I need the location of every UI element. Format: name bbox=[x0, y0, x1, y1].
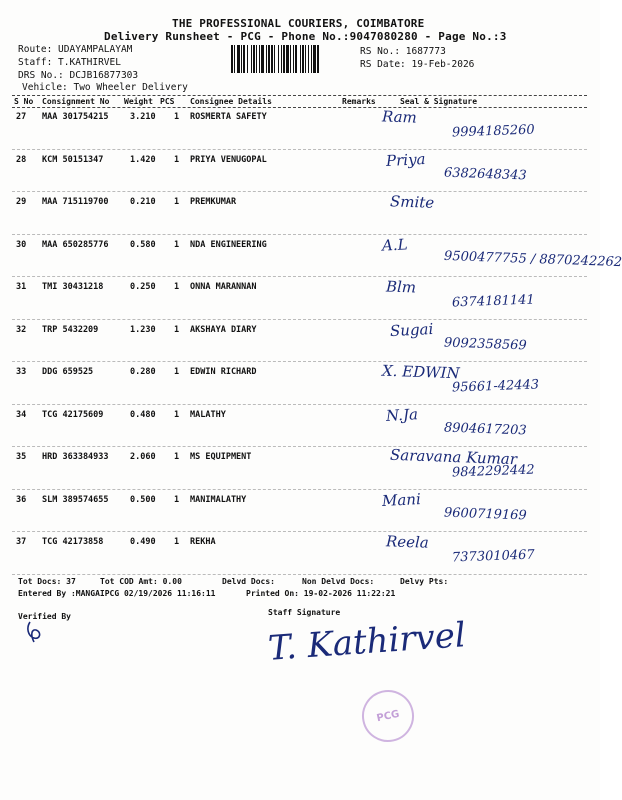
row-phone-handwritten: 7373010467 bbox=[451, 547, 535, 566]
barcode-bar bbox=[281, 45, 282, 73]
row-weight: 1.230 bbox=[130, 324, 156, 335]
barcode-bar bbox=[231, 45, 233, 73]
barcode-image bbox=[231, 45, 356, 73]
row-signature: Saravana Kumar bbox=[389, 445, 518, 469]
row-pieces: 1 bbox=[174, 409, 180, 420]
col-remarks: Remarks bbox=[342, 97, 376, 106]
row-signature: Priya bbox=[385, 149, 426, 170]
row-consignment-number: TCG 42173858 bbox=[42, 537, 104, 547]
barcode-bar bbox=[293, 45, 294, 73]
row-phone-handwritten: 9842292442 bbox=[451, 462, 535, 481]
col-pcs: PCS bbox=[160, 97, 175, 106]
row-consignee-name: MS EQUIPMENT bbox=[190, 452, 252, 462]
row-divider bbox=[12, 234, 587, 235]
total-docs: Tot Docs: 37 bbox=[18, 577, 76, 586]
total-cod-amount: Tot COD Amt: 0.00 bbox=[100, 577, 182, 586]
row-consignment-number: TRP 5432209 bbox=[42, 324, 99, 335]
barcode-bar bbox=[243, 45, 245, 73]
row-consignment-number: MAA 715119700 bbox=[42, 197, 109, 207]
row-serial-number: 32 bbox=[16, 324, 27, 335]
row-phone-handwritten: 6374181141 bbox=[451, 292, 535, 311]
rs-number: RS No.: 1687773 bbox=[360, 46, 446, 57]
route-label: Route: UDAYAMPALAYAM bbox=[18, 44, 133, 55]
row-consignee-name: NDA ENGINEERING bbox=[190, 239, 267, 250]
row-pieces: 1 bbox=[174, 239, 180, 250]
row-weight: 0.280 bbox=[130, 367, 156, 377]
runsheet-title: Delivery Runsheet - PCG - Phone No.:9047080280 - Page No.:3 bbox=[104, 30, 507, 43]
barcode-bar bbox=[247, 45, 248, 73]
row-serial-number: 30 bbox=[16, 239, 27, 250]
row-weight: 2.060 bbox=[130, 452, 156, 462]
entered-by: Entered By :MANGAIPCG 02/19/2026 11:16:11 bbox=[18, 589, 216, 598]
barcode-bar bbox=[266, 45, 267, 73]
row-consignee-name: REKHA bbox=[190, 537, 216, 547]
row-consignment-number: MAA 301754215 bbox=[42, 112, 109, 122]
row-phone-handwritten: 6382648343 bbox=[443, 165, 527, 183]
row-consignee-name: MANIMALATHY bbox=[190, 494, 247, 505]
col-consignee: Consignee Details bbox=[190, 97, 272, 106]
row-pieces: 1 bbox=[174, 282, 180, 292]
row-serial-number: 29 bbox=[16, 197, 27, 207]
col-seal-signature: Seal & Signature bbox=[400, 97, 478, 106]
row-consignee-name: PREMKUMAR bbox=[190, 197, 237, 207]
row-pieces: 1 bbox=[174, 324, 180, 335]
row-divider bbox=[12, 489, 587, 490]
row-serial-number: 37 bbox=[16, 537, 27, 547]
delivery-points: Delvy Pts: bbox=[400, 577, 449, 586]
barcode-bar bbox=[234, 45, 235, 73]
barcode-bar bbox=[317, 45, 319, 73]
row-consignee-name: ONNA MARANNAN bbox=[190, 282, 257, 292]
row-divider bbox=[12, 276, 587, 277]
barcode-bar bbox=[261, 45, 264, 73]
row-signature: Smite bbox=[389, 192, 435, 212]
courier-stamp: PCG bbox=[357, 685, 419, 747]
row-signature: A.L bbox=[381, 234, 409, 255]
barcode-bar bbox=[300, 45, 301, 73]
row-pieces: 1 bbox=[174, 154, 180, 165]
row-weight: 0.210 bbox=[130, 197, 156, 207]
staff-signature-label: Staff Signature bbox=[268, 608, 341, 617]
row-pieces: 1 bbox=[174, 197, 180, 207]
barcode-bar bbox=[253, 45, 255, 73]
barcode-bar bbox=[313, 45, 316, 73]
row-signature: Ram bbox=[381, 107, 418, 127]
barcode-bar bbox=[295, 45, 297, 73]
row-consignment-number: TCG 42175609 bbox=[42, 409, 104, 420]
row-pieces: 1 bbox=[174, 452, 180, 462]
row-consignment-number: TMI 30431218 bbox=[42, 282, 104, 292]
col-sno: S No bbox=[14, 97, 34, 106]
barcode-bar bbox=[283, 45, 285, 73]
barcode-bar bbox=[268, 45, 270, 73]
barcode-bar bbox=[311, 45, 312, 73]
drs-number: DRS No.: DCJB16877303 bbox=[18, 70, 139, 81]
row-weight: 3.210 bbox=[130, 112, 156, 122]
vehicle-label: Vehicle: Two Wheeler Delivery bbox=[22, 82, 188, 93]
row-consignee-name: EDWIN RICHARD bbox=[190, 367, 257, 377]
row-consignee-name: MALATHY bbox=[190, 409, 226, 420]
delivered-docs: Delvd Docs: bbox=[222, 577, 275, 586]
row-phone-handwritten: 8904617203 bbox=[443, 420, 527, 438]
barcode-bar bbox=[256, 45, 257, 73]
row-serial-number: 34 bbox=[16, 409, 27, 420]
row-serial-number: 33 bbox=[16, 367, 27, 377]
row-pieces: 1 bbox=[174, 112, 180, 122]
row-phone-handwritten: 9994185260 bbox=[451, 122, 535, 141]
row-weight: 0.480 bbox=[130, 409, 156, 420]
row-signature: Reela bbox=[385, 532, 430, 552]
row-consignment-number: KCM 50151347 bbox=[42, 154, 104, 165]
header-divider-bottom bbox=[12, 107, 587, 108]
staff-label: Staff: T.KATHIRVEL bbox=[18, 57, 121, 68]
header-divider bbox=[12, 95, 587, 96]
col-weight: Weight bbox=[124, 97, 153, 106]
row-divider bbox=[12, 404, 587, 405]
row-divider bbox=[12, 361, 587, 362]
row-weight: 0.490 bbox=[130, 537, 156, 547]
row-serial-number: 28 bbox=[16, 154, 27, 165]
verifier-mark bbox=[22, 618, 52, 644]
row-divider bbox=[12, 574, 587, 575]
barcode-bar bbox=[271, 45, 273, 73]
row-weight: 0.580 bbox=[130, 239, 156, 250]
row-pieces: 1 bbox=[174, 494, 180, 505]
row-divider bbox=[12, 446, 587, 447]
row-consignment-number: HRD 363384933 bbox=[42, 452, 109, 462]
verified-by-label: Verified By bbox=[18, 612, 71, 621]
row-consignment-number: DDG 659525 bbox=[42, 367, 94, 377]
barcode-bar bbox=[308, 45, 309, 73]
barcode-bar bbox=[302, 45, 304, 73]
row-serial-number: 36 bbox=[16, 494, 27, 505]
col-consignment: Consignment No bbox=[42, 97, 110, 106]
row-signature: Mani bbox=[381, 489, 422, 510]
row-phone-handwritten: 95661-42443 bbox=[451, 377, 540, 396]
row-weight: 0.250 bbox=[130, 282, 156, 292]
row-divider bbox=[12, 319, 587, 320]
row-signature: Sugai bbox=[389, 319, 434, 340]
row-pieces: 1 bbox=[174, 367, 180, 377]
barcode-bar bbox=[259, 45, 260, 73]
row-serial-number: 31 bbox=[16, 282, 27, 292]
row-consignment-number: SLM 389574655 bbox=[42, 494, 109, 505]
row-weight: 1.420 bbox=[130, 154, 156, 165]
row-pieces: 1 bbox=[174, 537, 180, 547]
row-signature: Blm bbox=[385, 277, 417, 297]
row-divider bbox=[12, 531, 587, 532]
row-consignee-name: AKSHAYA DIARY bbox=[190, 324, 257, 335]
row-phone-handwritten: 9600719169 bbox=[443, 505, 527, 523]
row-serial-number: 27 bbox=[16, 112, 27, 122]
rs-date: RS Date: 19-Feb-2026 bbox=[360, 59, 475, 70]
row-divider bbox=[12, 149, 587, 150]
row-divider bbox=[12, 191, 587, 192]
barcode-bar bbox=[237, 45, 240, 73]
row-phone-handwritten: 9500477755 / 8870242262 bbox=[443, 248, 622, 270]
row-consignment-number: MAA 650285776 bbox=[42, 239, 109, 250]
barcode-bar bbox=[286, 45, 289, 73]
row-phone-handwritten: 9092358569 bbox=[443, 335, 527, 353]
row-consignee-name: PRIYA VENUGOPAL bbox=[190, 154, 267, 165]
barcode-bar bbox=[251, 45, 252, 73]
company-name: THE PROFESSIONAL COURIERS, COIMBATORE bbox=[172, 17, 425, 30]
barcode-bar bbox=[305, 45, 306, 73]
staff-signature-handwritten: T. Kathirvel bbox=[266, 615, 468, 669]
row-consignee-name: ROSMERTA SAFETY bbox=[190, 112, 267, 122]
row-weight: 0.500 bbox=[130, 494, 156, 505]
non-delivered-docs: Non Delvd Docs: bbox=[302, 577, 375, 586]
row-serial-number: 35 bbox=[16, 452, 27, 462]
barcode-bar bbox=[290, 45, 291, 73]
row-signature: X. EDWIN bbox=[381, 361, 460, 383]
row-signature: N.Ja bbox=[385, 404, 419, 425]
barcode-bar bbox=[278, 45, 279, 73]
barcode-bar bbox=[241, 45, 242, 73]
barcode-bar bbox=[274, 45, 275, 73]
printed-on: Printed On: 19-02-2026 11:22:21 bbox=[246, 589, 396, 598]
